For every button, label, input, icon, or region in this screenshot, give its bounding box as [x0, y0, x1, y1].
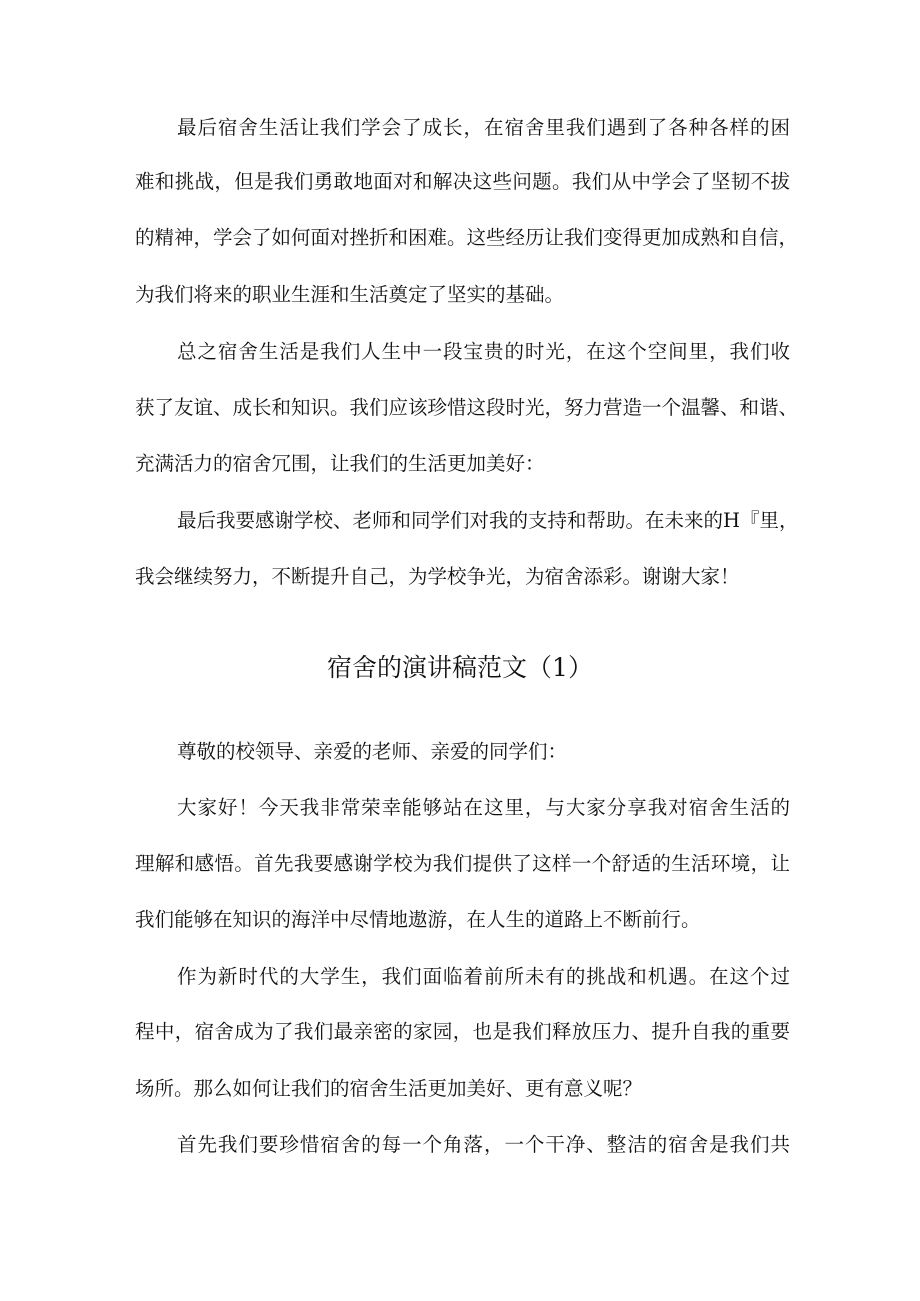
paragraph-line: 首先我们要珍惜宿舍的每一个角落，一个干净、整洁的宿舍是我们共 — [177, 1133, 790, 1156]
paragraph-line: 获了友谊、成长和知识。我们应该珍惜这段时光，努力营造一个温馨、和谐、 — [135, 396, 799, 419]
paragraph-line: 理解和感悟。首先我要感谢学校为我们提供了这样一个舒适的生活环境，让 — [135, 852, 790, 875]
paragraph-line: 程中，宿舍成为了我们最亲密的家园，也是我们释放压力、提升自我的重要 — [135, 1020, 790, 1043]
paragraph-line: 我们能够在知识的海洋中尽情地遨游，在人生的道路上不断前行。 — [135, 908, 701, 931]
paragraph-line: 充满活力的宿舍冗围，让我们的生活更加美好： — [135, 452, 545, 475]
paragraph-line: 为我们将来的职业生涯和生活奠定了坚实的基础。 — [135, 283, 565, 306]
paragraph-line: 总之宿舍生活是我们人生中一段宝贵的时光，在这个空间里，我们收 — [177, 340, 790, 363]
paragraph-line: 作为新时代的大学生，我们面临着前所未有的挑战和机遇。在这个过 — [177, 965, 790, 988]
paragraph-line: 场所。那么如何让我们的宿舍生活更加美好、更有意义呢？ — [135, 1077, 643, 1100]
salutation: 尊敬的校领导、亲爱的老师、亲爱的同学们： — [177, 740, 568, 763]
paragraph-line: 大家好！今天我非常荣幸能够站在这里，与大家分享我对宿舍生活的 — [177, 796, 790, 819]
paragraph-line: 我会继续努力，不断提升自己，为学校争光，为宿舍添彩。谢谢大家！ — [135, 565, 740, 588]
paragraph-line: 的精神，学会了如何面对挫折和困难。这些经历让我们变得更加成熟和自信， — [135, 226, 799, 249]
paragraph-line: 最后宿舍生活让我们学会了成长，在宿舍里我们遇到了各种各样的困 — [177, 116, 790, 139]
paragraph-line: 难和挑战，但是我们勇敢地面对和解决这些问题。我们从中学会了坚韧不拔 — [135, 170, 790, 193]
paragraph-line: 最后我要感谢学校、老师和同学们对我的支持和帮助。在未来的H『里， — [177, 509, 799, 532]
section-heading: 宿舍的演讲稿范文（1） — [327, 653, 593, 682]
